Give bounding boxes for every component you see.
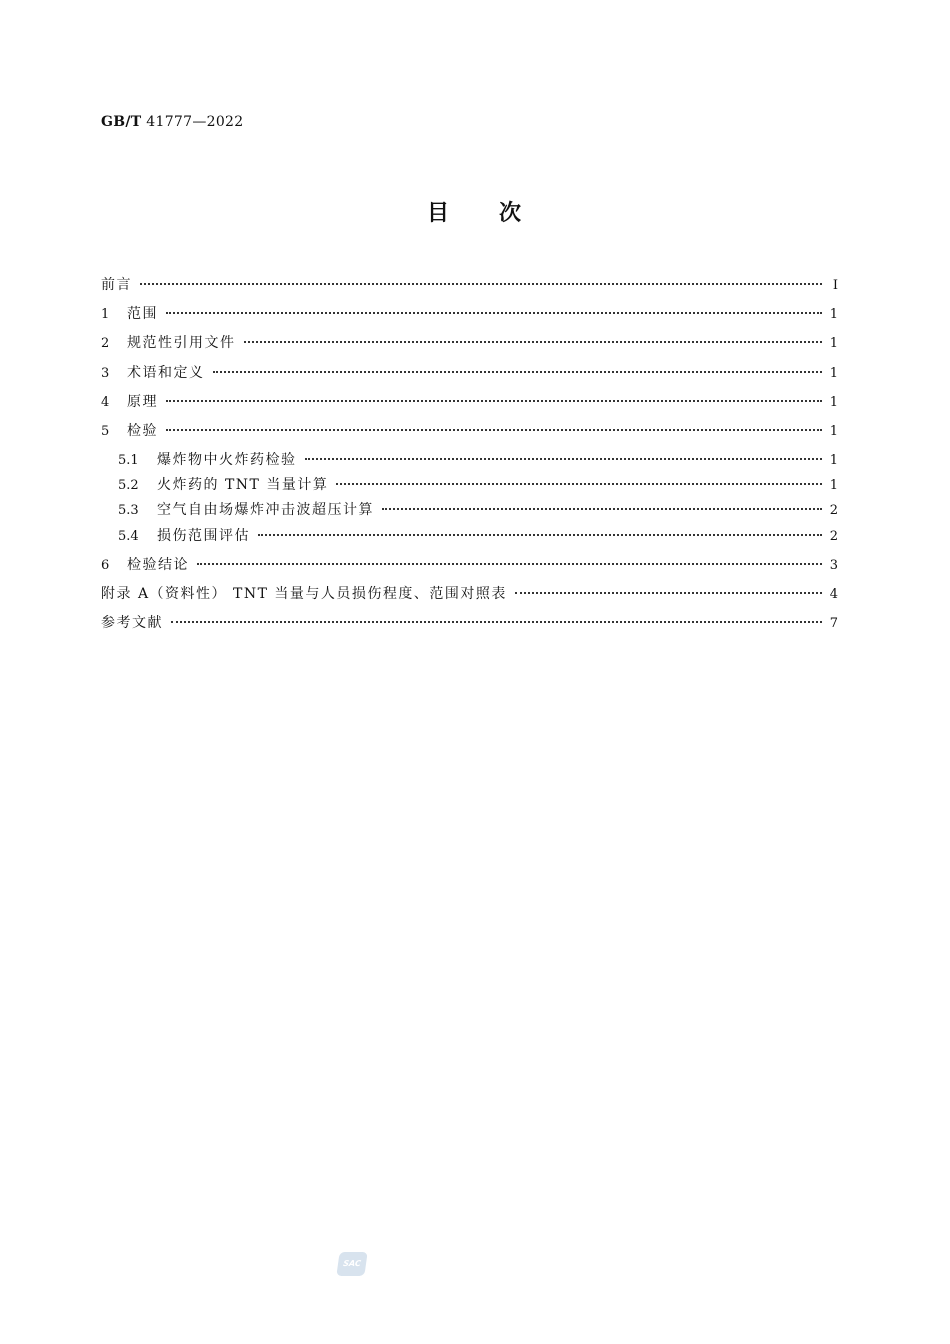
leader-dots (166, 311, 822, 314)
toc-number: 5.2 (118, 478, 139, 493)
toc-page: 1 (829, 424, 838, 439)
toc-number: 6 (101, 558, 110, 573)
toc-label: 范围 (127, 306, 158, 322)
toc-label: 原理 (127, 394, 158, 410)
standard-prefix: GB/T (101, 114, 142, 130)
standard-number: 41777—2022 (146, 114, 244, 130)
leader-dots (305, 457, 823, 460)
toc-page: Ⅰ (832, 278, 838, 293)
leader-dots (213, 370, 823, 373)
toc-page: 2 (829, 503, 838, 518)
toc-number: 5 (101, 424, 110, 439)
title-char-1: 目 (426, 200, 451, 226)
toc-number: 5.3 (118, 503, 139, 518)
toc-label: 规范性引用文件 (127, 335, 236, 351)
toc-page: 1 (829, 366, 838, 381)
toc-page: 7 (829, 616, 838, 631)
toc-entry-5-1[interactable] (118, 451, 838, 470)
leader-dots (336, 482, 822, 485)
title-char-2: 次 (499, 200, 524, 226)
toc-page: 2 (829, 529, 838, 544)
toc-entry-conclusion[interactable] (101, 556, 838, 575)
toc-number: 2 (101, 336, 110, 351)
leader-dots (382, 507, 822, 510)
toc-number: 5.1 (118, 453, 139, 468)
toc-entry-5-4[interactable] (118, 527, 838, 546)
leader-dots (197, 562, 822, 565)
toc-page: 4 (829, 587, 838, 602)
toc-entry-normative-references[interactable] (101, 334, 838, 353)
table-of-contents (101, 0, 838, 700)
toc-page: 1 (829, 395, 838, 410)
toc-label: 空气自由场爆炸冲击波超压计算 (157, 502, 374, 518)
toc-number: 4 (101, 395, 110, 410)
toc-label: 爆炸物中火炸药检验 (157, 452, 297, 468)
toc-entry-principle[interactable] (101, 393, 838, 412)
leader-dots (166, 399, 822, 402)
toc-label: 前言 (101, 277, 132, 293)
toc-label: 损伤范围评估 (157, 528, 250, 544)
toc-entry-appendix-a[interactable] (101, 585, 838, 604)
toc-page: 1 (829, 336, 838, 351)
toc-label: 检验结论 (127, 557, 189, 573)
toc-number: 3 (101, 366, 110, 381)
toc-page: 3 (829, 558, 838, 573)
sac-logo-watermark: SAC (336, 1252, 367, 1276)
leader-dots (258, 533, 822, 536)
leader-dots (171, 620, 822, 623)
toc-entry-scope[interactable] (101, 305, 838, 324)
leader-dots (140, 282, 822, 285)
toc-label: 术语和定义 (127, 365, 205, 381)
toc-number: 1 (101, 307, 110, 322)
toc-label: 参考文献 (101, 615, 163, 631)
toc-entry-bibliography[interactable] (101, 614, 838, 633)
toc-page: 1 (829, 307, 838, 322)
toc-entry-inspection[interactable] (101, 422, 838, 441)
toc-label: 附录 A（资料性） TNT 当量与人员损伤程度、范围对照表 (101, 586, 507, 602)
toc-page: 1 (829, 453, 838, 468)
toc-label: 火炸药的 TNT 当量计算 (157, 477, 329, 493)
leader-dots (244, 340, 823, 343)
toc-page: 1 (829, 478, 838, 493)
toc-number: 5.4 (118, 529, 139, 544)
leader-dots (166, 428, 822, 431)
toc-label: 检验 (127, 423, 158, 439)
toc-entry-foreword[interactable] (101, 276, 838, 295)
toc-entry-5-2[interactable] (118, 476, 838, 495)
toc-entry-terms-definitions[interactable] (101, 364, 838, 383)
toc-entry-5-3[interactable] (118, 501, 838, 520)
leader-dots (515, 591, 822, 594)
